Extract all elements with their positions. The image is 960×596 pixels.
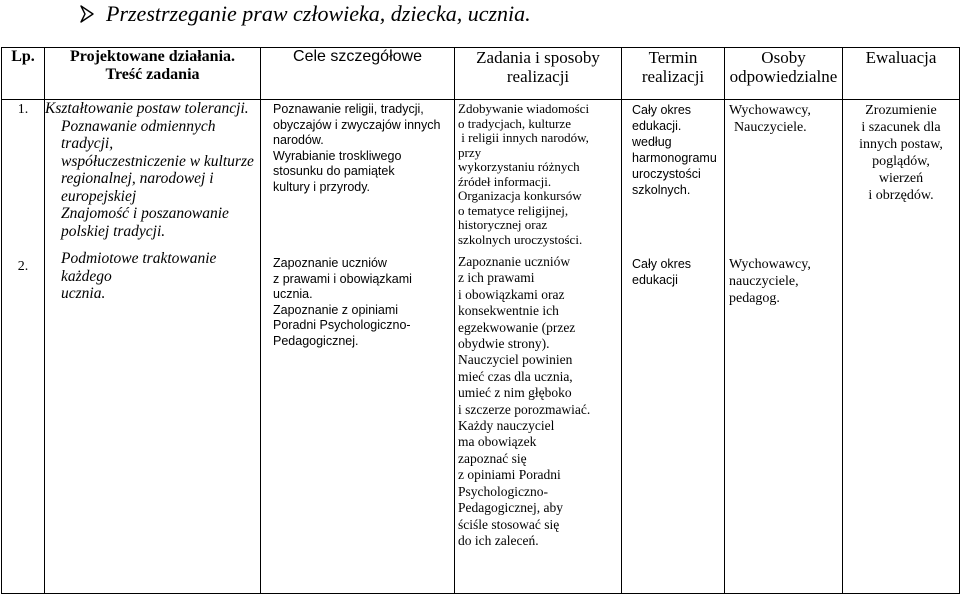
goals-text bbox=[261, 100, 454, 254]
text-line: z ich prawami bbox=[458, 270, 535, 286]
text-line: Zdobywanie wiadomości bbox=[458, 101, 590, 116]
table-row bbox=[2, 100, 960, 594]
text-line: z prawami i obowiązkami bbox=[273, 271, 412, 286]
text-line: kultury i przyrody. bbox=[273, 179, 371, 194]
area-text bbox=[45, 100, 260, 250]
text-line: Cały okres bbox=[632, 103, 692, 117]
persons-text bbox=[725, 100, 842, 254]
text-line: Zrozumienie bbox=[865, 103, 937, 118]
text-line: Kształtowanie postaw tolerancji. bbox=[45, 100, 249, 117]
term-cell bbox=[622, 100, 725, 594]
text-line: obydwie strony). bbox=[458, 336, 550, 352]
header-term-line: realizacji bbox=[641, 67, 705, 86]
text-line: Zapoznanie z opiniami bbox=[273, 302, 399, 317]
text-line: i obowiązkami oraz bbox=[458, 286, 565, 302]
text-line: umieć z nim głęboko bbox=[458, 385, 572, 401]
text-line: wykorzystaniu różnych bbox=[458, 159, 580, 174]
header-activities-line: Projektowane działania. bbox=[69, 48, 236, 65]
text-line: Poradni Psychologiczno- bbox=[273, 318, 411, 332]
text-line: z opiniami Poradni bbox=[458, 467, 561, 483]
text-line: nauczyciele, bbox=[729, 274, 799, 289]
text-line: Wychowawcy, bbox=[729, 103, 811, 118]
term-text bbox=[622, 100, 724, 254]
header-term bbox=[622, 48, 725, 100]
text-line: historycznej oraz bbox=[458, 217, 548, 232]
header-tasks-line: realizacji bbox=[506, 67, 570, 86]
text-line: i szacunek dla bbox=[861, 120, 941, 135]
text-line: ściśle stosować się bbox=[458, 516, 560, 532]
text-line: Wyrabianie troskliwego bbox=[273, 148, 402, 163]
text-line: innych postaw, bbox=[859, 137, 943, 152]
tasks-text bbox=[455, 100, 621, 252]
header-tasks-line: Zadania i sposoby bbox=[476, 48, 600, 67]
tasks-cell bbox=[455, 100, 622, 594]
row-number: 2. bbox=[17, 259, 29, 274]
text-line: polskiej tradycji. bbox=[61, 222, 166, 240]
text-line: o tradycjach, kulturze bbox=[458, 115, 571, 131]
text-line: poglądów, bbox=[872, 154, 930, 169]
evaluation-cell bbox=[843, 100, 960, 594]
goals-cell bbox=[261, 100, 455, 594]
arrow-bullet-icon bbox=[80, 5, 94, 23]
text-line: stosunku do pamiątek bbox=[273, 164, 395, 178]
header-persons bbox=[725, 48, 843, 100]
text-line: do ich zaleceń. bbox=[458, 532, 539, 548]
text-line: obyczajów i zwyczajów innych bbox=[273, 117, 441, 132]
text-line: Zapoznanie uczniów bbox=[273, 256, 387, 270]
text-line: europejskiej bbox=[61, 187, 137, 205]
text-line: Poznawanie religii, tradycji, bbox=[273, 102, 424, 116]
text-line: ucznia. bbox=[273, 287, 313, 301]
area-cell bbox=[45, 100, 261, 594]
row-number: 1. bbox=[17, 102, 29, 117]
text-line: źródeł informacji. bbox=[458, 173, 552, 189]
goals-text bbox=[261, 254, 454, 351]
evaluation-text bbox=[843, 100, 959, 206]
header-persons-line: odpowiedzialne bbox=[729, 67, 838, 86]
text-line: wierzeń bbox=[878, 171, 924, 186]
text-line: Każdy nauczyciel bbox=[458, 418, 555, 434]
lp-cell bbox=[2, 100, 45, 594]
header-evaluation: Ewaluacja bbox=[843, 48, 960, 100]
text-line: edukacji. bbox=[632, 119, 682, 133]
text-line: Nauczyciele. bbox=[734, 120, 807, 135]
text-line: Psychologiczno- bbox=[458, 483, 548, 499]
text-line: i obrzędów. bbox=[868, 188, 934, 203]
text-line: Poznawanie odmiennych tradycji, bbox=[61, 117, 216, 152]
text-line: przy bbox=[458, 144, 482, 160]
text-line: współuczestniczenie w kulturze bbox=[61, 152, 254, 170]
text-line: według bbox=[632, 135, 672, 149]
text-line: i szczerze porozmawiać. bbox=[458, 401, 591, 417]
header-activities-line: Treść zadania bbox=[105, 66, 200, 83]
text-line: uroczystości bbox=[632, 167, 701, 181]
section-heading bbox=[80, 0, 531, 28]
header-lp: Lp. bbox=[2, 48, 45, 100]
tasks-text bbox=[455, 252, 621, 551]
text-line: harmonogramu bbox=[632, 151, 717, 165]
text-line: Organizacja konkursów bbox=[458, 188, 582, 203]
text-line: szkolnych. bbox=[632, 183, 691, 197]
persons-cell bbox=[725, 100, 843, 594]
text-line: pedagog. bbox=[729, 291, 780, 306]
text-line: zapoznać się bbox=[458, 450, 527, 466]
text-line: konsekwentnie ich bbox=[458, 303, 559, 319]
term-text bbox=[622, 254, 724, 290]
header-tasks bbox=[455, 48, 622, 100]
text-line: Podmiotowe traktowanie każdego bbox=[61, 250, 217, 285]
text-line: szkolnych uroczystości. bbox=[458, 231, 583, 247]
text-line: ma obowiązek bbox=[458, 434, 537, 450]
text-line: Pedagogicznej. bbox=[273, 333, 359, 348]
persons-text bbox=[725, 254, 842, 309]
header-goals: Cele szczegółowe bbox=[261, 48, 455, 100]
heading-text: Przestrzeganie praw człowieka, dziecka, ucznia. bbox=[106, 1, 531, 26]
header-row bbox=[2, 48, 960, 100]
text-line: narodów. bbox=[273, 133, 324, 147]
text-line: Cały okres bbox=[632, 257, 692, 271]
text-line: i religii innych narodów, bbox=[458, 130, 589, 145]
text-line: Zapoznanie uczniów bbox=[458, 254, 571, 269]
header-term-line: Termin bbox=[648, 48, 698, 67]
header-persons-line: Osoby bbox=[761, 48, 806, 67]
text-line: Znajomość i poszanowanie bbox=[61, 205, 229, 222]
text-line: egzekwowanie (przez bbox=[458, 319, 576, 335]
text-line: o tematyce religijnej, bbox=[458, 202, 569, 218]
header-activities bbox=[45, 48, 261, 100]
text-line: ucznia. bbox=[61, 285, 106, 302]
text-line: mieć czas dla ucznia, bbox=[458, 368, 573, 384]
text-line: regionalnej, narodowej i bbox=[61, 170, 214, 187]
text-line: Nauczyciel powinien bbox=[458, 352, 573, 368]
text-line: Wychowawcy, bbox=[729, 257, 811, 272]
education-plan-table bbox=[1, 47, 960, 594]
text-line: Pedagogicznej, aby bbox=[458, 500, 563, 516]
area-text bbox=[45, 250, 260, 303]
text-line: edukacji bbox=[632, 273, 678, 287]
